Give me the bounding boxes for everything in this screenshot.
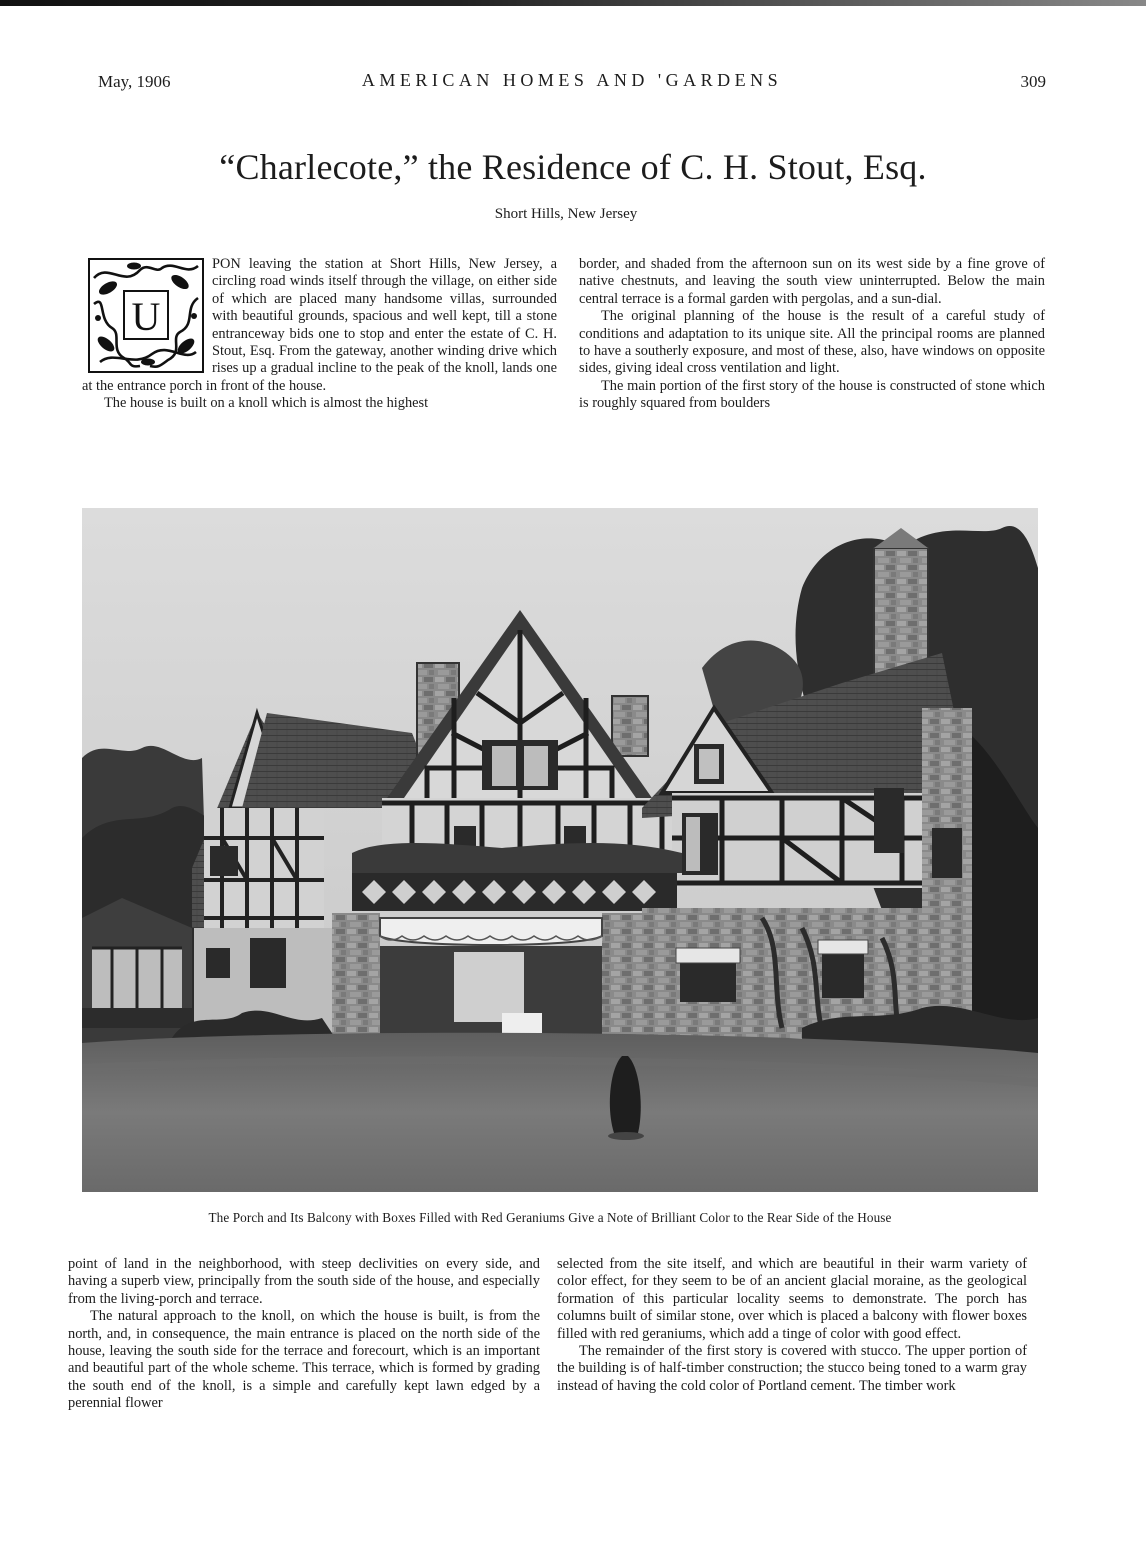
paragraph: The natural approach to the knoll, on which the house is built, is from the north, and, in consequence, the main entrance is placed on the north side of the house, leaving the south side for the terrace and forecourt, which is an important and beautiful part of the whole scheme. This terrace, which is formed by grading the south end of the knoll, is a simple and carefully kept lawn edged by a perennial flower (68, 1308, 540, 1412)
issue-date: May, 1906 (98, 72, 171, 91)
text-column-1 (82, 256, 557, 413)
paragraph: point of land in the neighborhood, with steep declivities on every side, and having a superb view, principally from the south side of the house, and especially from the living-porch and terrace. (68, 1256, 540, 1307)
ornamental-drop-cap (88, 258, 204, 373)
paragraph: The remainder of the first story is covered with stucco. The upper portion of the building is of half-timber construction; the stucco being toned to a warm gray instead of having the cold color of Portland cement. The timber work (557, 1343, 1027, 1394)
magazine-title: AMERICAN HOMES AND 'GARDENS (361, 70, 783, 90)
text-column-4 (557, 1256, 1027, 1395)
article-title: “Charlecote,” the Residence of C. H. Stout, Esq. (219, 147, 927, 187)
house-photograph (82, 508, 1038, 1192)
running-head (98, 70, 1046, 98)
page-number: 309 (1020, 72, 1046, 91)
paragraph: border, and shaded from the afternoon sun on its west side by a fine grove of native chestnuts, and leaving the south view uninterrupted. Below the main central terrace is a formal garden with pergolas, and a sun-dial. (579, 256, 1045, 307)
article-subtitle: Short Hills, New Jersey (494, 206, 638, 222)
text-column-3 (68, 1256, 540, 1413)
paragraph: The main portion of the first story of the house is constructed of stone which is roughly squared from boulders (579, 377, 1045, 412)
paragraph: The house is built on a knoll which is almost the highest (104, 395, 429, 412)
text-column-2 (579, 256, 1045, 413)
top-rule (0, 0, 1146, 6)
paragraph: The original planning of the house is the result of a careful study of conditions and adaptation to its unique site. All the principal rooms are planned to have a southerly exposure, and most of these, also, have windows on opposite sides, giving ideal cross ventilation and light. (579, 308, 1045, 377)
paragraph: selected from the site itself, and which are beautiful in their warm variety of color effect, for they seem to be of an ancient glacial moraine, as the geological formation of this particular locality seems to demonstrate. The porch has columns built of similar stone, over which is placed a balcony with flower boxes filled with red geraniums, which add a tinge of color with good effect. (557, 1256, 1027, 1342)
drop-cap-letter: U (131, 294, 161, 339)
paragraph: PON leaving the station at Short Hills, New Jersey, a circling road winds itself through the village, on either side of which are placed many handsome villas, surrounded with beautiful grounds, spacious and well kept, till a stone entranceway bids one to stop and enter the estate of C. H. Stout, Esq. From the gateway, another winding drive which rises up a gradual incline to the peak of the knoll, lands one at the entrance porch in front of the house. (82, 256, 557, 394)
photo-caption: The Porch and Its Balcony with Boxes Filled with Red Geraniums Give a Note of Brilliant Color to the Rear Side of the House (208, 1210, 892, 1225)
